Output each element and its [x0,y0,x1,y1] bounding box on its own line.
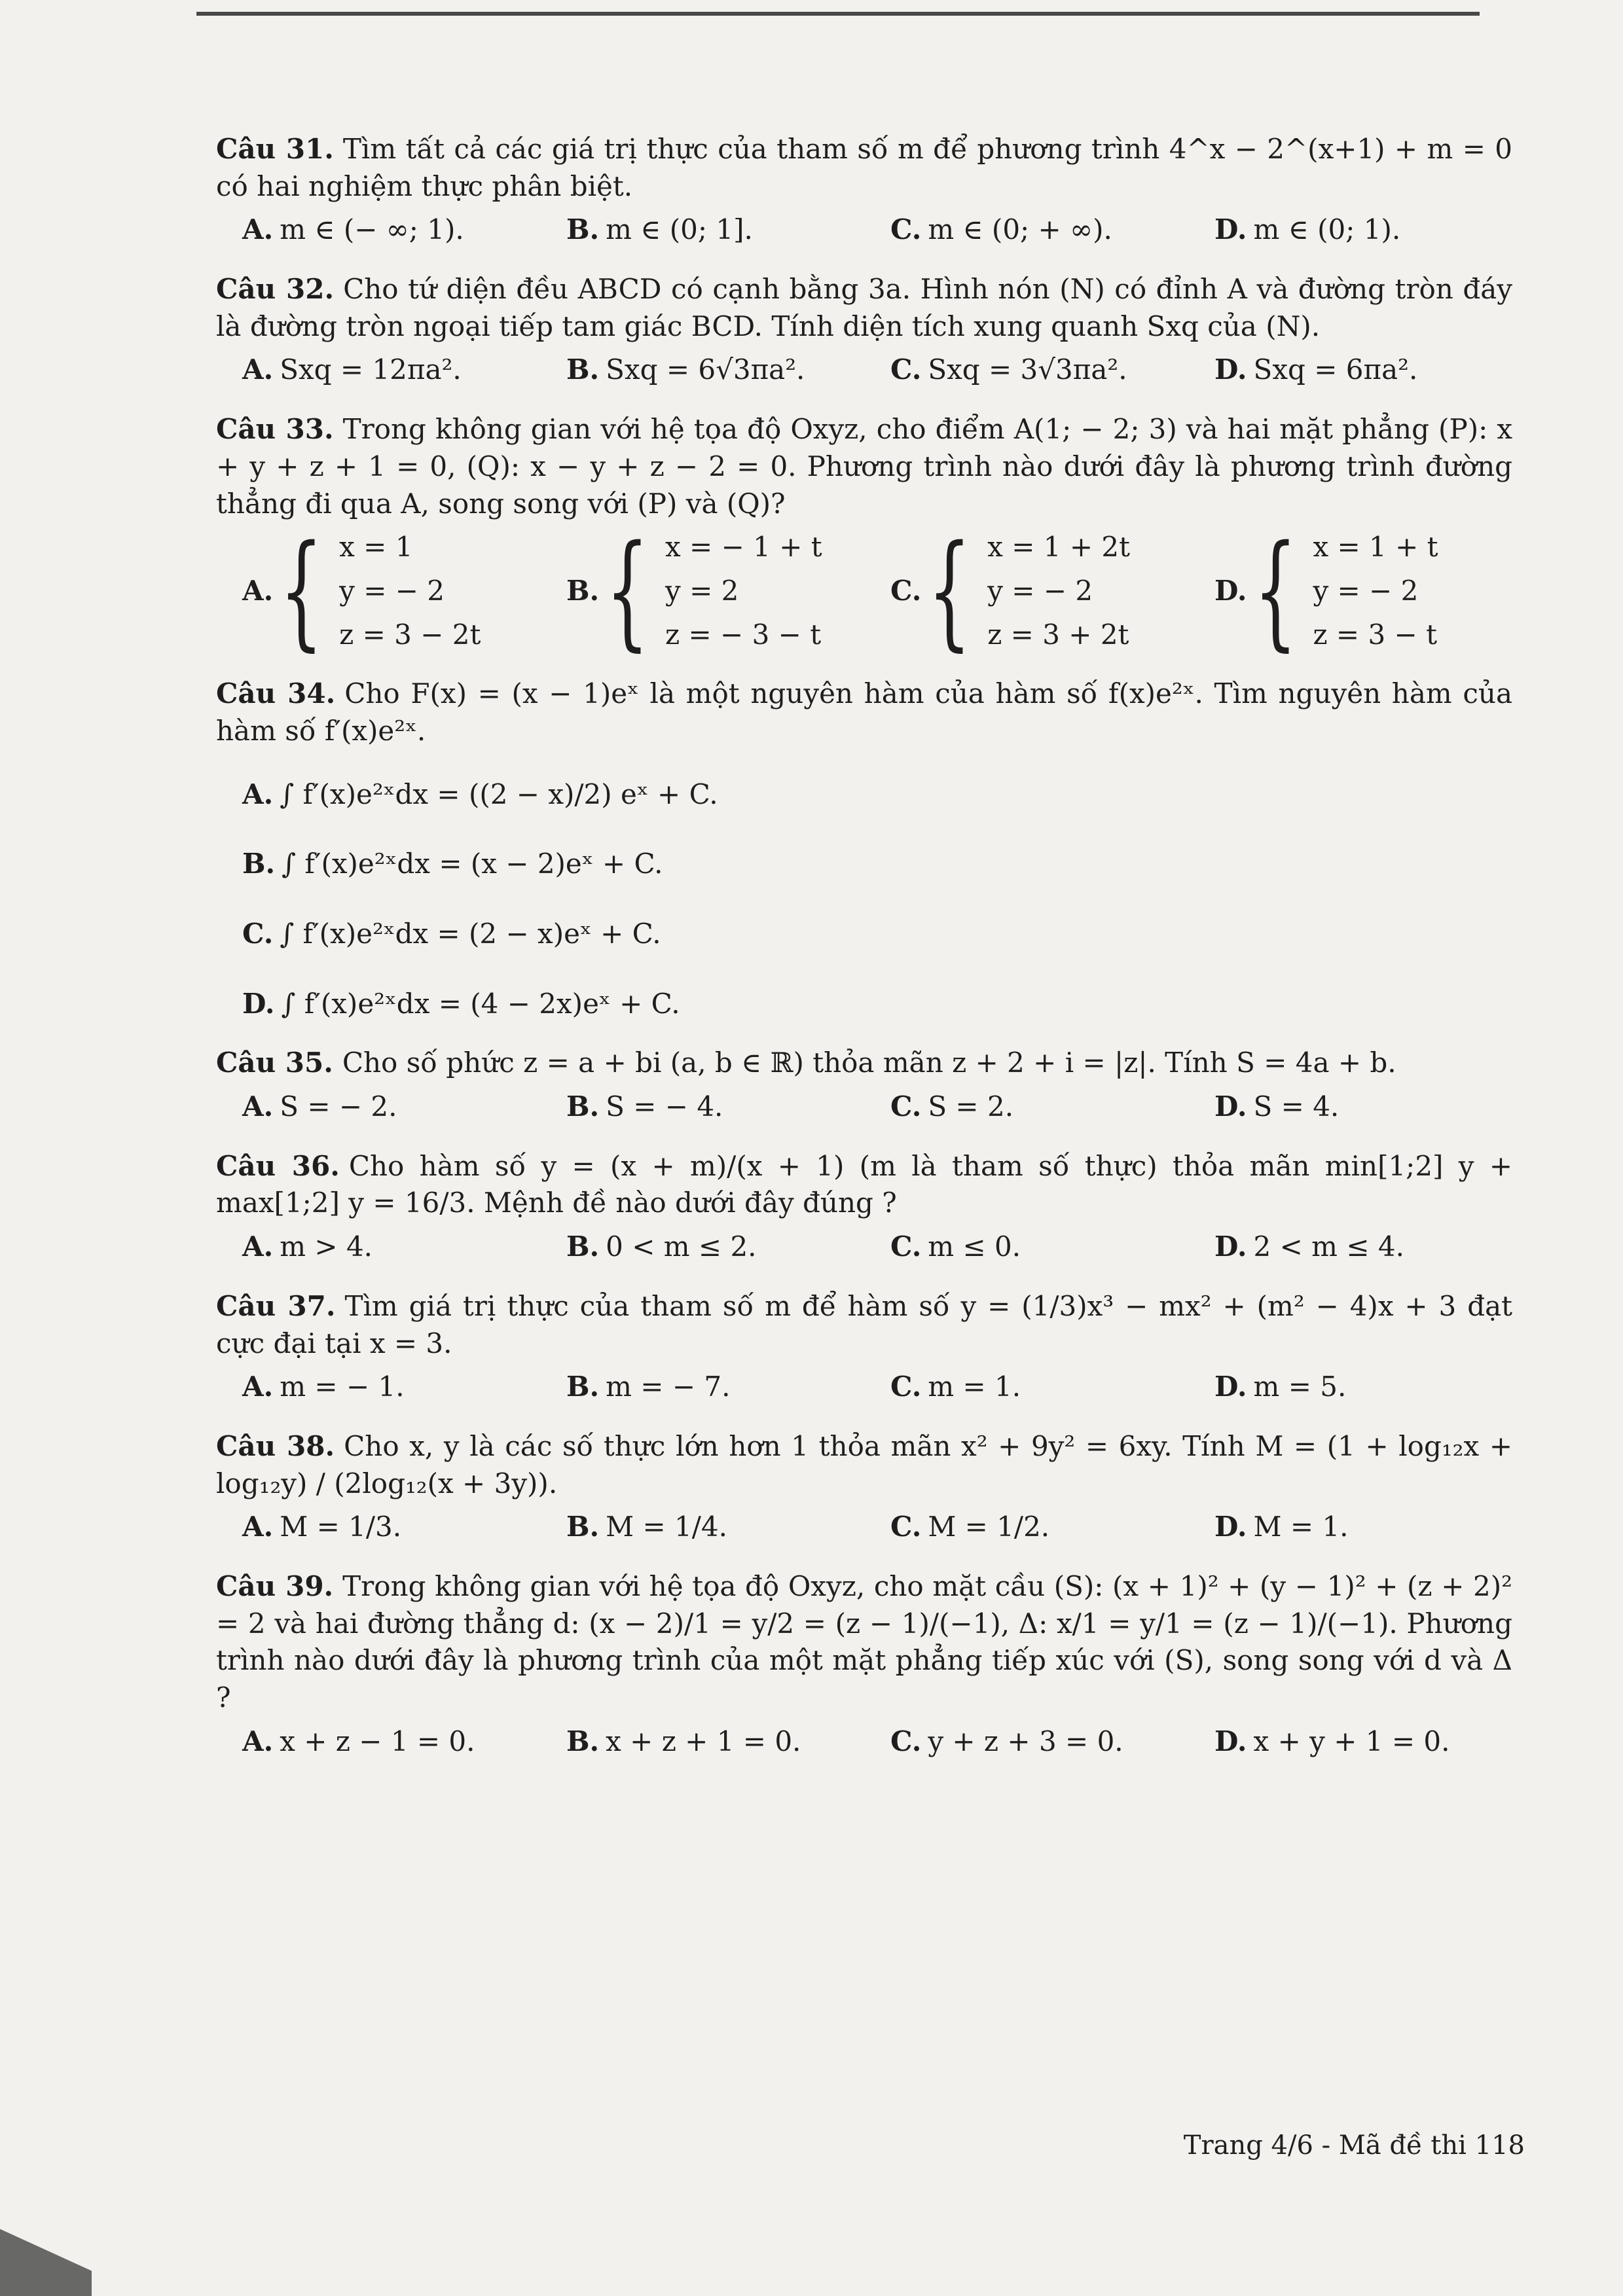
option-b[interactable]: B. M = 1/4. [566,1511,727,1543]
page-footer: Trang 4/6 - Mã đề thi 118 [1183,2130,1525,2161]
top-border-line [196,12,1480,16]
question-stem: Cho x, y là các số thực lớn hơn 1 thỏa mãn x² + 9y² = 6xy. Tính M = (1 + log₁₂x + log₁₂y) / (2log₁₂(x + 3y)). [216,1429,1513,1499]
left-brace-icon: { [928,518,972,664]
question-label: Câu 34. [216,677,336,710]
option-b[interactable]: B. S = − 4. [566,1090,723,1123]
question-stem: Tìm tất cả các giá trị thực của tham số m để phương trình 4^x − 2^(x+1) + m = 0 có hai nghiệm thực phân biệt. [216,133,1512,202]
option-d[interactable]: D. { x = 1 + t y = − 2 z = 3 − t [1214,518,1438,664]
option-d[interactable]: D. m ∈ (0; 1). [1214,213,1401,246]
question-37 [216,1288,1512,1406]
left-brace-icon: { [1253,518,1298,664]
left-brace-icon: { [280,518,323,664]
option-a[interactable]: A. x + z − 1 = 0. [242,1725,475,1757]
option-d[interactable]: D. S = 4. [1214,1090,1340,1123]
option-a[interactable]: A. m = − 1. [242,1371,405,1403]
option-a[interactable]: A. ∫ f′(x)e²ˣdx = ((2 − x)/2) eˣ + C. [242,778,718,810]
option-b[interactable]: B. m = − 7. [566,1371,731,1403]
question-31 [216,131,1512,249]
option-b[interactable]: B. ∫ f′(x)e²ˣdx = (x − 2)eˣ + C. [242,848,663,880]
question-label: Câu 32. [216,273,335,306]
question-label: Câu 33. [216,413,334,446]
option-b[interactable]: B. { x = − 1 + t y = 2 z = − 3 − t [566,518,822,664]
option-c[interactable]: C. y + z + 3 = 0. [890,1725,1123,1757]
option-c[interactable]: C. m = 1. [890,1371,1021,1403]
option-c[interactable]: C. m ≤ 0. [890,1230,1021,1263]
option-a[interactable]: A. Sxq = 12πa². [242,353,462,386]
exam-page [216,131,1512,1782]
option-b[interactable]: B. Sxq = 6√3πa². [566,353,805,386]
option-a[interactable]: A. m > 4. [242,1230,373,1263]
option-a[interactable]: A. m ∈ (− ∞; 1). [242,213,464,246]
question-stem: Cho tứ diện đều ABCD có cạnh bằng 3a. Hình nón (N) có đỉnh A và đường tròn đáy là đường tròn ngoại tiếp tam giác BCD. Tính diện tích xung quanh Sxq của (N). [216,273,1513,342]
option-d[interactable]: D. Sxq = 6πa². [1214,353,1418,386]
option-d[interactable]: D. m = 5. [1214,1371,1347,1403]
question-label: Câu 39. [216,1570,334,1602]
question-36 [216,1148,1512,1266]
question-label: Câu 37. [216,1289,336,1322]
scan-corner-shadow [0,2212,92,2296]
question-label: Câu 38. [216,1429,335,1462]
question-label: Câu 35. [216,1047,333,1079]
question-label: Câu 31. [216,133,334,165]
question-35 [216,1045,1512,1125]
question-stem: Cho số phức z = a + bi (a, b ∈ ℝ) thỏa mãn z + 2 + i = |z|. Tính S = 4a + b. [342,1047,1396,1079]
question-38 [216,1428,1512,1546]
option-b[interactable]: B. m ∈ (0; 1]. [566,213,753,246]
question-label: Câu 36. [216,1149,340,1182]
option-b[interactable]: B. 0 < m ≤ 2. [566,1230,757,1263]
option-a[interactable]: A. M = 1/3. [242,1511,402,1543]
option-c[interactable]: C. M = 1/2. [890,1511,1050,1543]
option-a[interactable]: A. { x = 1 y = − 2 z = 3 − 2t [242,518,481,664]
option-c[interactable]: C. Sxq = 3√3πa². [890,353,1127,386]
question-34 [216,675,1512,1022]
left-brace-icon: { [606,518,649,664]
option-d[interactable]: D. x + y + 1 = 0. [1214,1725,1450,1757]
question-33 [216,411,1513,664]
option-d[interactable]: D. M = 1. [1214,1511,1349,1543]
option-c[interactable]: C. ∫ f′(x)e²ˣdx = (2 − x)eˣ + C. [242,918,661,950]
option-b[interactable]: B. x + z + 1 = 0. [566,1725,801,1757]
question-stem: Trong không gian với hệ tọa độ Oxyz, cho điểm A(1; − 2; 3) và hai mặt phẳng (P): x + y + z + 1 = 0, (Q): x − y + z − 2 = 0. Phương trình nào dưới đây là phương trình đường thẳng đi qua A, song song với (P) và (Q)? [216,413,1513,520]
option-d[interactable]: D. 2 < m ≤ 4. [1214,1230,1404,1263]
question-stem: Trong không gian với hệ tọa độ Oxyz, cho mặt cầu (S): (x + 1)² + (y − 1)² + (z + 2)² = 2 và hai đường thẳng d: (x − 2)/1 = y/2 = (z − 1)/(−1), Δ: x/1 = y/1 = (z − 1)/(−1). Phương trình nào dưới đây là phương trình của một mặt phẳng tiếp xúc với (S), song song với d và Δ ? [216,1570,1512,1713]
question-32 [216,271,1512,389]
question-stem: Cho F(x) = (x − 1)eˣ là một nguyên hàm của hàm số f(x)e²ˣ. Tìm nguyên hàm của hàm số f′(x)e²ˣ. [216,677,1512,747]
option-d[interactable]: D. ∫ f′(x)e²ˣdx = (4 − 2x)eˣ + C. [242,987,680,1020]
option-a[interactable]: A. S = − 2. [242,1090,397,1123]
option-c[interactable]: C. { x = 1 + 2t y = − 2 z = 3 + 2t [890,518,1130,664]
option-c[interactable]: C. m ∈ (0; + ∞). [890,213,1112,246]
question-stem: Cho hàm số y = (x + m)/(x + 1) (m là tham số thực) thỏa mãn min[1;2] y + max[1;2] y = 16/3. Mệnh đề nào dưới đây đúng ? [216,1149,1513,1219]
question-39 [216,1568,1512,1760]
question-stem: Tìm giá trị thực của tham số m để hàm số y = (1/3)x³ − mx² + (m² − 4)x + 3 đạt cực đại tại x = 3. [216,1289,1512,1359]
option-c[interactable]: C. S = 2. [890,1090,1014,1123]
